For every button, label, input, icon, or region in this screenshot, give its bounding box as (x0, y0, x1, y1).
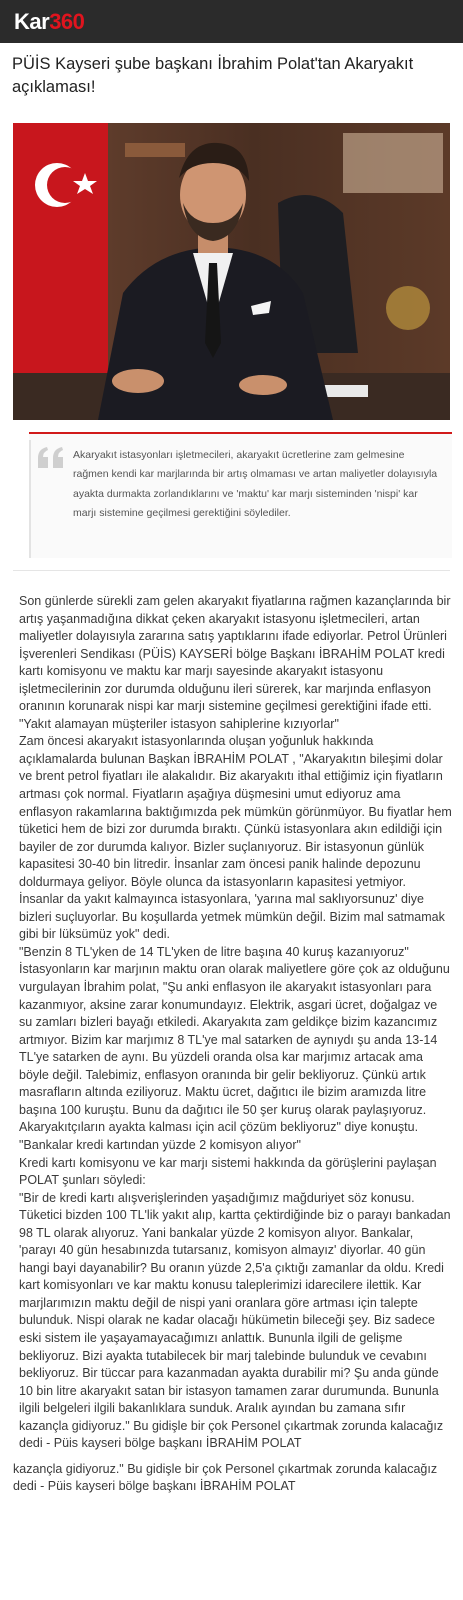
quote-border (29, 440, 31, 558)
logo-text-360: 360 (49, 8, 85, 34)
article-body (19, 593, 453, 1453)
divider (13, 570, 450, 571)
article-photo (13, 123, 450, 420)
paragraph: Kredi kartı komisyonu ve kar marjı sistemi hakkında da görüşlerini paylaşan POLAT şunları söyledi: (19, 1155, 437, 1188)
paragraph: "Bir de kredi kartı alışverişlerinden yaşadığımız mağduriyet söz konusu. Tüketici bizden 100 TL'lik yakıt alıp, kartta çektirdiğinde biz o parayı bankadan 98 TL olarak alıyoruz. Yani bankalar yüzde 2 komisyon alıyor. Bankalar, 'parayı 40 gün hesabınızda tutarsanız, komisyon almayız' diyorlar. 40 gün hangi bayi dayanabilir? Bu oranın yüzde 2,5'a çıktığı zamanlar da oldu. Kredi kart komisyonları ve kar maktu konusu taleplerimizi idarecilere ilettik. Kar marjlarımızın maktu değil de nispi yani oranlara göre artması için talepte bulunduk. Nispi olarak ne kadar olacağı hükümetin bileceği şey. Biz sadece eski sistem ile yaşayamayacağımızı anlattık. Bununla ilgili de gelişme bekliyoruz. Bizi ayakta tutabilecek bir marj talebinde bulunduk ve cevabını bekliyoruz. Bir tüccar para kazanmadan ayakta durabilir mi? Şu anda günde 10 bin litre akaryakıt satan bir istasyon tamamen zarar durumunda. Bununla ilgili belgeleri ilgili bakanlıklara sunduk. Aralık ayından bu zamana sıfır kazançla gidiyoruz." Bu gidişle bir çok Personel çıkartmak zorunda kalacağız dedi - Püis kayseri bölge başkanı İBRAHİM POLAT (19, 1190, 451, 1451)
top-navbar (0, 0, 463, 43)
site-logo[interactable] (14, 9, 84, 35)
article-title: PÜİS Kayseri şube başkanı İbrahim Polat'tan Akaryakıt açıklaması! (12, 55, 414, 96)
subheading: "Bankalar kredi kartından yüzde 2 komisyon alıyor" (19, 1137, 301, 1152)
subheading: "Yakıt alamayan müşteriler istasyon sahiplerine kızıyorlar" (19, 716, 339, 731)
article-tail-text: kazançla gidiyoruz." Bu gidişle bir çok Personel çıkartmak zorunda kalacağız dedi - Püis kayseri bölge başkanı İBRAHİM POLAT (13, 1461, 438, 1494)
paragraph: İstasyonların kar marjının maktu oran olarak maliyetlere göre çok az olduğunu vurgulayan İbrahim polat, "Şu anki enflasyon ile akaryakıt istasyonları para kazanmıyor, aksine zarar konumundayız. Elektrik, asgari ücret, doğalgaz ve su zamları bizleri bayağı etkiledi. Akaryakıta zam geldikçe bizim kazancımız artmıyor. Bizim kar marjımız 8 TL'ye mal satarken de aynıydı şu anda 13-14 TL'ye satarken de aynı. Bu yüzdeli oranda olsa kar marjımız artacak ama böyle değil. Talebimiz, enflasyon oranında bir gelir bekliyoruz. Çünkü artık masrafların altında eziliyoruz. Maktu ücret, dağıtıcı ile bizim aramızda litre başına 100 kuruştu. Bunu da dağıtıcı ile 50 şer kuruş olarak paylaşıyoruz. Akaryakıtçıların ayakta kalması için acil çözüm bekliyoruz" diye konuştu. (19, 962, 450, 1135)
paragraph: Son günlerde sürekli zam gelen akaryakıt fiyatlarına rağmen kazançlarında bir artış yaşanmadığına dikkat çeken akaryakıt istasyonu işletmecileri, artan maliyetler dolayısıyla zararına satış yaptıklarını ifade ediyorlar. Petrol Ürünleri İşverenleri Sendikası (PÜİS) KAYSERİ bölge Başkanı İBRAHİM POLAT kredi kartı komisyonu ve maktu kar marjı sayesinde akaryakıt istasyonu işletmecilerinin zor durumda olduğunu ileri sürerek, kar marjında enflasyon oranının korunarak nispi kar marjı sistemine geçilmesi gerektiğini ifade etti. (19, 594, 451, 714)
paragraph: Zam öncesi akaryakıt istasyonlarında oluşan yoğunluk hakkında açıklamalarda bulunan Başkan İBRAHİM POLAT , "Akaryakıtın bileşimi dolar ve brent petrol fiyatları ile alakalıdır. Biz akaryakıtı ithal ettiğimiz için fiyatların artması çok normal. Fiyatların aşağıya düşmesini umut ediyoruz ama enflasyon rakamlarına baktığımızda pek mümkün görünmüyor. Bu fiyatlar hem tüketici hem de bizi zor durumda bıraktı. Çünkü istasyonlara akın edildiği için bayiler de zor durumda kalıyor. Bizler suçlanıyoruz. Bir istasyonun günlük kapasitesi 30-40 bin litredir. İnsanlar zam öncesi panik halinde depozunu doldurmaya geliyor. Böyle olunca da istasyonların kapasitesi yetmiyor. İnsanlar da yakıt kalmayınca istasyonlara, 'yarına mal saklıyorsunuz' diye bizleri suçluyorlar. Bu koşullarda yetmek mümkün değil. Bizim mal satmamak gibi bir lüksümüz yok" dedi. (19, 734, 452, 942)
subheading: "Benzin 8 TL'yken de 14 TL'yken de litre başına 40 kuruş kazanıyoruz" (19, 944, 409, 959)
summary-text: Akaryakıt istasyonları işletmecileri, akaryakıt ücretlerine zam gelmesine rağmen kendi kar marjlarında bir artış olmaması ve artan maliyetler dolayısıyla ayakta durmakta zorlandıklarını ve 'maktu' kar marjı sisteminden 'nispi' kar marjı sistemine geçilmesi gerektiğini söylediler. (73, 449, 438, 520)
logo-text-kar: Kar (14, 8, 50, 34)
portrait-illustration (13, 123, 450, 420)
quote-icon (36, 446, 66, 475)
turkish-flag (13, 123, 108, 373)
article-summary-quote (29, 432, 452, 558)
